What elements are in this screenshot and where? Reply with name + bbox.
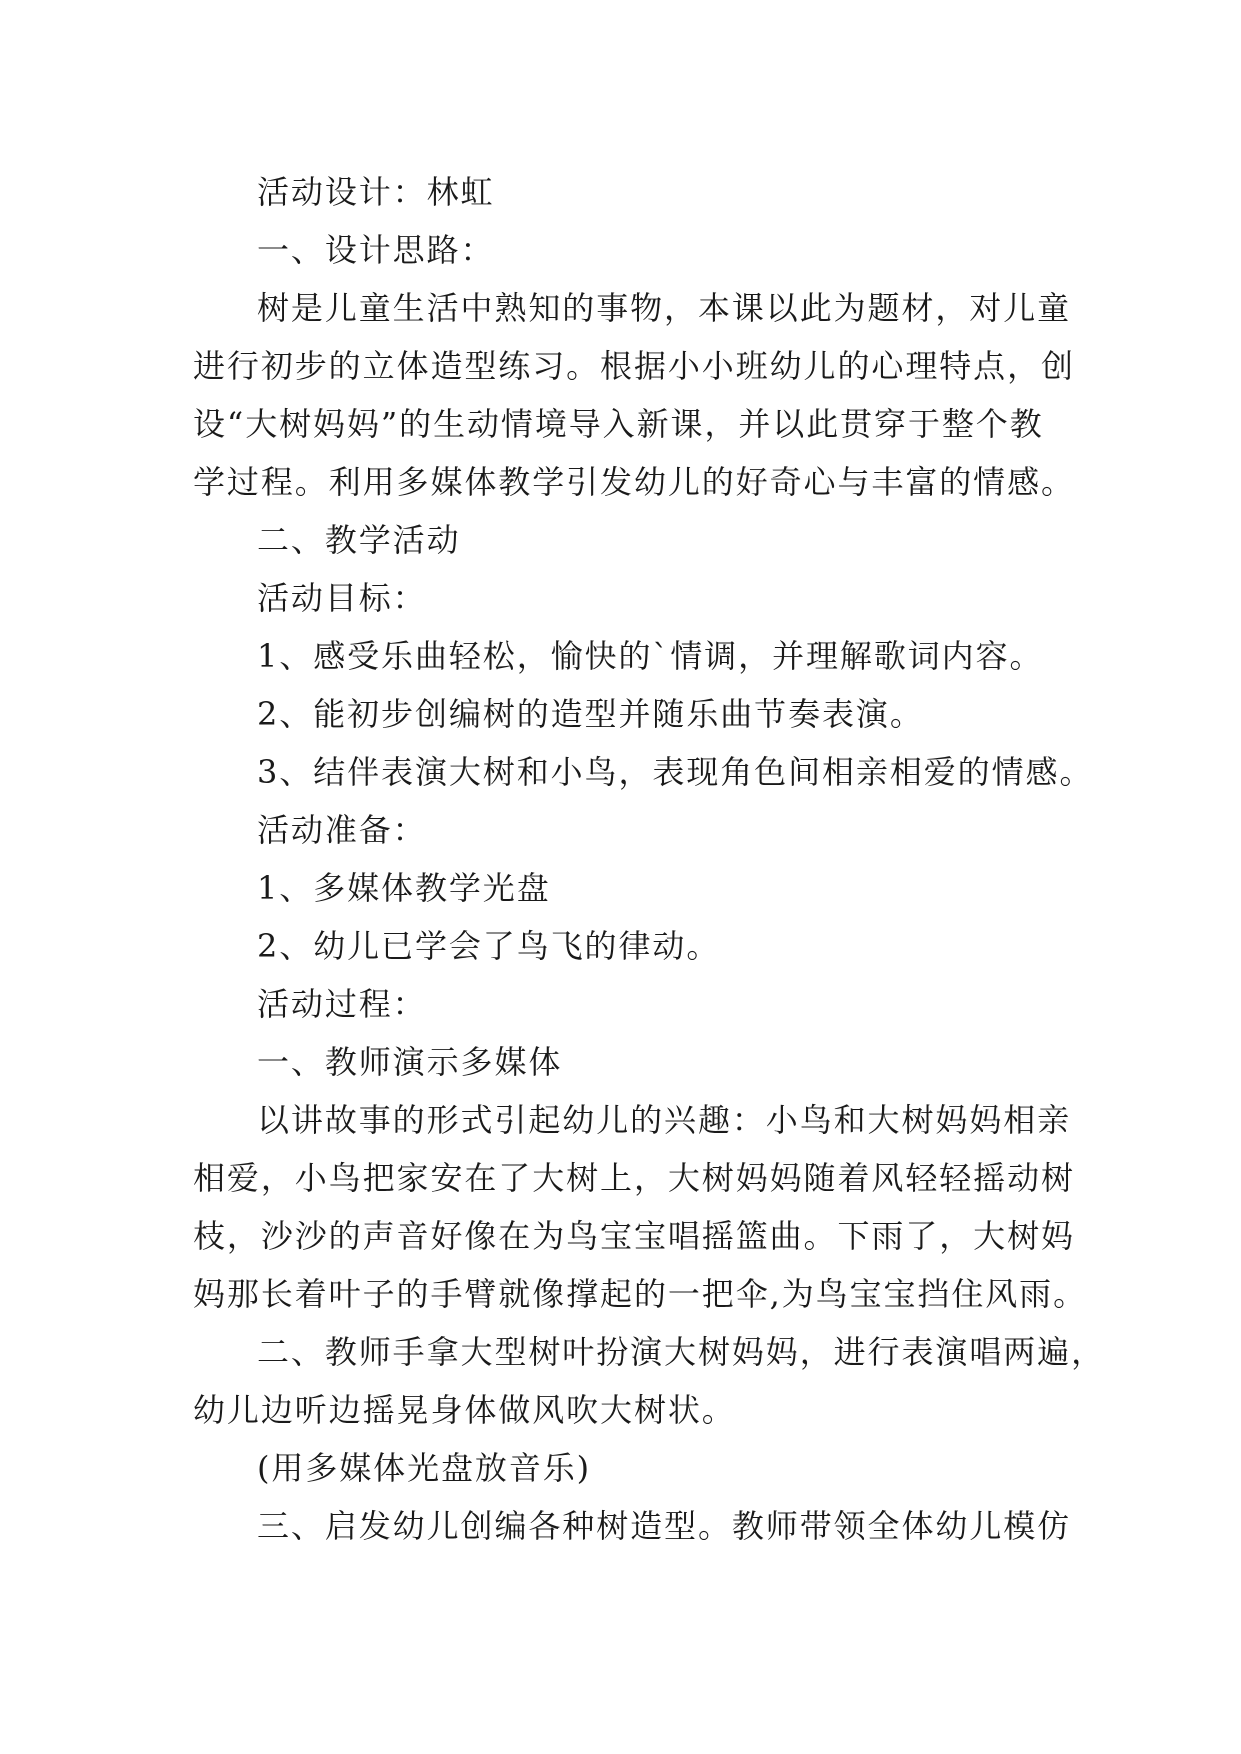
goal-item: 2、能初步创编树的造型并随乐曲节奏表演。 <box>257 695 924 733</box>
paragraph-line: 以讲故事的形式引起幼儿的兴趣：小鸟和大树妈妈相亲 <box>257 1101 1072 1139</box>
design-paragraph <box>193 279 1075 511</box>
paragraph-line: 妈那长着叶子的手臂就像撑起的一把伞,为鸟宝宝挡住风雨。 <box>193 1275 1088 1313</box>
section-title-teaching-activity: 二、教学活动 <box>257 521 461 559</box>
designer-line: 活动设计：林虹 <box>257 173 495 211</box>
section-title-design-ideas: 一、设计思路： <box>257 231 495 269</box>
process-title: 活动过程： <box>257 985 427 1023</box>
step1-paragraph <box>193 1091 1088 1323</box>
goal-item: 3、结伴表演大树和小鸟，表现角色间相亲相爱的情感。 <box>257 753 1094 791</box>
paragraph-line: 枝，沙沙的声音好像在为鸟宝宝唱摇篮曲。下雨了，大树妈 <box>193 1217 1075 1255</box>
paragraph-line: 学过程。利用多媒体教学引发幼儿的好奇心与丰富的情感。 <box>193 463 1075 501</box>
goal-item: 1、感受乐曲轻松，愉快的`情调，并理解歌词内容。 <box>257 637 1044 675</box>
paragraph-line: 二、教师手拿大型树叶扮演大树妈妈，进行表演唱两遍， <box>257 1333 1106 1371</box>
step2-note: (用多媒体光盘放音乐) <box>257 1449 592 1487</box>
prep-title: 活动准备： <box>257 811 427 849</box>
prep-item: 2、幼儿已学会了鸟飞的律动。 <box>257 927 721 965</box>
paragraph-line: 树是儿童生活中熟知的事物，本课以此为题材，对儿童 <box>257 289 1072 327</box>
paragraph-line: 进行初步的立体造型练习。根据小小班幼儿的心理特点，创 <box>193 347 1075 385</box>
step1-title: 一、教师演示多媒体 <box>257 1043 563 1081</box>
step3-line: 三、启发幼儿创编各种树造型。教师带领全体幼儿模仿 <box>257 1507 1072 1545</box>
prep-item: 1、多媒体教学光盘 <box>257 869 551 907</box>
document-page <box>193 163 1106 1555</box>
paragraph-line: 相爱，小鸟把家安在了大树上，大树妈妈随着风轻轻摇动树 <box>193 1159 1075 1197</box>
goals-title: 活动目标： <box>257 579 427 617</box>
step2-paragraph <box>193 1323 1106 1439</box>
paragraph-line: 幼儿边听边摇晃身体做风吹大树状。 <box>193 1391 736 1429</box>
paragraph-line: 设“大树妈妈”的生动情境导入新课，并以此贯穿于整个教 <box>193 405 1044 443</box>
